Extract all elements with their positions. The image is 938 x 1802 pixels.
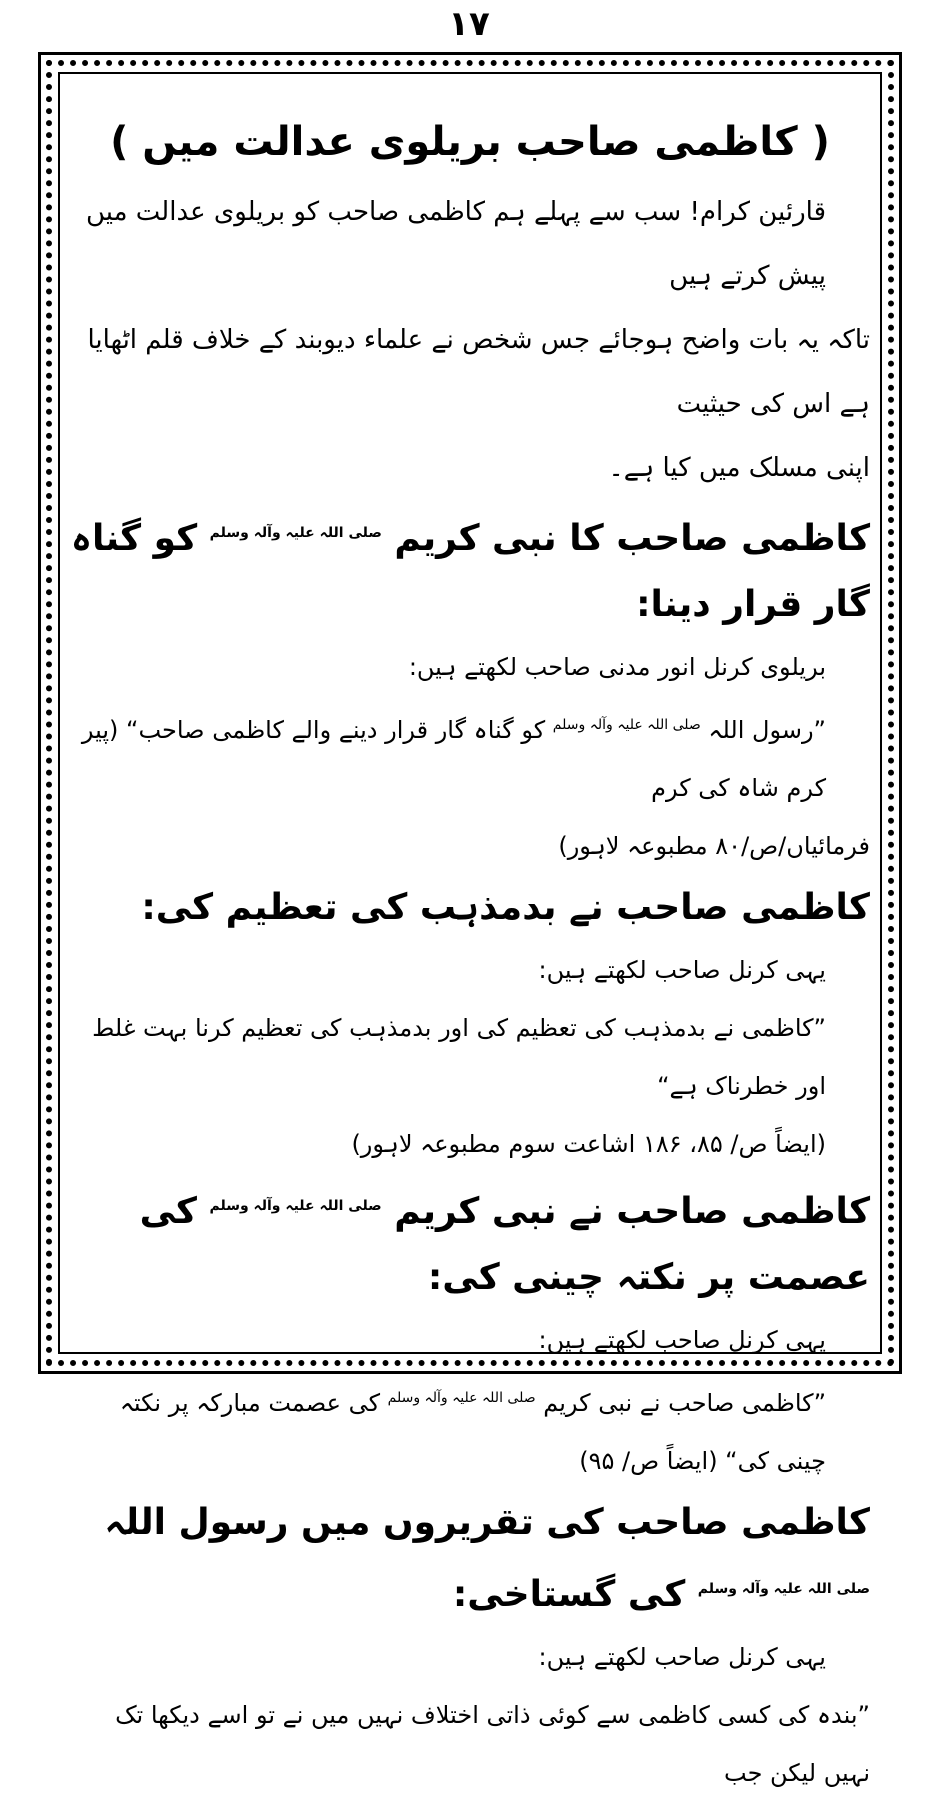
page-title: ( کاظمی صاحب بریلوی عدالت میں ) (110, 119, 830, 165)
section-3-lead: یہی کرنل صاحب لکھتے ہیں: (538, 1326, 826, 1354)
section-3-quote-after: کی عصمت مبارکہ پر نکتہ چینی کی“ (ایضاً ص/ ۹۵) (119, 1389, 826, 1475)
intro-line-2: تاکہ یہ بات واضح ہوجائے جس شخص نے علماء دیوبند کے خلاف قلم اٹھایا ہے اس کی حیثیت (87, 325, 870, 419)
section-2-reference: (ایضاً ص/ ۸۵، ۱۸۶ اشاعت سوم مطبوعہ لاہور) (351, 1130, 826, 1158)
section-4-lead: یہی کرنل صاحب لکھتے ہیں: (538, 1643, 826, 1671)
section-1-heading-after: کو گناہ گار قرار دینا: (70, 518, 870, 625)
intro-line-3: اپنی مسلک میں کیا ہے۔ (608, 453, 870, 483)
section-2-heading: کاظمی صاحب نے بدمذہب کی تعظیم کی: (141, 887, 870, 928)
page-number: ۱۷ (448, 4, 490, 44)
honorific-salawat: صلی اللہ علیہ وآلہ وسلم (209, 525, 382, 541)
section-1-heading (70, 500, 870, 638)
section-3-quote (70, 1369, 870, 1490)
section-1-quote (70, 696, 870, 817)
section-3-heading (70, 1173, 870, 1311)
section-3-quote-before: ”کاظمی صاحب نے نبی کریم (543, 1389, 826, 1417)
intro-line-1: قارئین کرام! سب سے پہلے ہم کاظمی صاحب کو بریلوی عدالت میں پیش کرتے ہیں (85, 197, 826, 291)
section-4-quote: ”بندہ کی کسی کاظمی سے کوئی ذاتی اختلاف نہیں میں نے تو اسے دیکھا تک نہیں لیکن جب (115, 1701, 870, 1787)
honorific-salawat: صلی اللہ علیہ وآلہ وسلم (209, 1198, 382, 1214)
section-4-heading-after: کی گستاخی: (452, 1574, 686, 1615)
section-1-quote-before: ”رسول اللہ (708, 716, 826, 744)
section-3-heading-after: کی عصمت پر نکتہ چینی کی: (139, 1191, 870, 1298)
page-content (70, 110, 870, 1802)
section-4-heading-before: کاظمی صاحب کی تقریروں میں رسول اللہ (104, 1502, 870, 1543)
honorific-salawat: صلی اللہ علیہ وآلہ وسلم (552, 717, 701, 733)
section-1-quote-after: کو گناہ گار قرار دینے والے کاظمی صاحب“ (پیر کرم شاہ کی کرم (81, 716, 826, 802)
honorific-salawat: صلی اللہ علیہ وآلہ وسلم (697, 1581, 870, 1597)
section-2-quote: ”کاظمی نے بدمذہب کی تعظیم کی اور بدمذہب کی تعظیم کرنا بہت غلط اور خطرناک ہے“ (92, 1014, 826, 1100)
section-2-lead: یہی کرنل صاحب لکھتے ہیں: (538, 956, 826, 984)
section-1-lead: بریلوی کرنل انور مدنی صاحب لکھتے ہیں: (408, 653, 826, 681)
section-1-quote-line-2: فرمائیاں/ص/۸۰ مطبوعہ لاہور) (558, 832, 870, 860)
honorific-salawat: صلی اللہ علیہ وآلہ وسلم (387, 1390, 536, 1406)
section-4-heading (70, 1490, 870, 1628)
section-3-heading-before: کاظمی صاحب نے نبی کریم (394, 1191, 870, 1232)
section-1-heading-before: کاظمی صاحب کا نبی کریم (394, 518, 870, 559)
